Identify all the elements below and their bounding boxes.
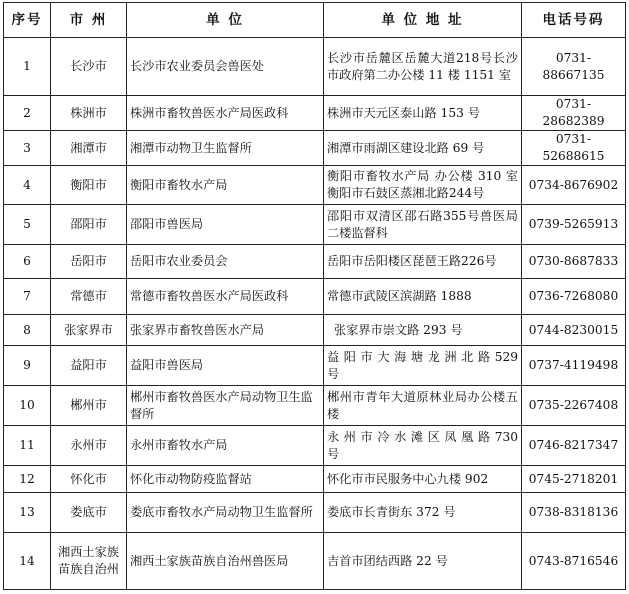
cell-city: 永州市 (51, 426, 127, 466)
table-row (4, 386, 626, 426)
cell-unit: 株洲市畜牧兽医水产局医政科 (127, 96, 324, 131)
table-row (4, 466, 626, 493)
header-phone: 电话号码 (522, 3, 626, 38)
cell-address: 张家界市崇文路 293 号 (324, 315, 522, 346)
cell-city: 郴州市 (51, 386, 127, 426)
cell-unit: 湘潭市动物卫生监督所 (127, 131, 324, 166)
cell-city: 益阳市 (51, 346, 127, 386)
table-row (4, 131, 626, 166)
cell-index: 14 (4, 533, 51, 590)
cell-city: 衡阳市 (51, 166, 127, 205)
cell-index: 6 (4, 245, 51, 279)
table-row (4, 533, 626, 590)
cell-unit: 衡阳市畜牧水产局 (127, 166, 324, 205)
cell-address: 株洲市天元区泰山路 153 号 (324, 96, 522, 131)
contact-table (3, 2, 626, 590)
cell-phone: 0739-5265913 (522, 205, 626, 245)
cell-unit: 怀化市动物防疫监督站 (127, 466, 324, 493)
header-index: 序号 (4, 3, 51, 38)
cell-index: 12 (4, 466, 51, 493)
cell-address: 怀化市市民服务中心九楼 902 (324, 466, 522, 493)
cell-unit: 娄底市畜牧水产局动物卫生监督所 (127, 493, 324, 533)
cell-unit: 长沙市农业委员会兽医处 (127, 38, 324, 96)
cell-address: 邵阳市双清区邵石路355号兽医局二楼监督科 (324, 205, 522, 245)
cell-phone: 0738-8318136 (522, 493, 626, 533)
cell-city: 湘西土家族苗族自治州 (51, 533, 127, 590)
header-address: 单 位 地 址 (324, 3, 522, 38)
cell-index: 5 (4, 205, 51, 245)
cell-address: 岳阳市岳阳楼区琵琶王路226号 (324, 245, 522, 279)
cell-address: 娄底市长青街东 372 号 (324, 493, 522, 533)
header-city: 市 州 (51, 3, 127, 38)
cell-index: 1 (4, 38, 51, 96)
cell-unit: 永州市畜牧水产局 (127, 426, 324, 466)
table-row (4, 315, 626, 346)
cell-phone: 0731-88667135 (522, 38, 626, 96)
cell-phone: 0745-2718201 (522, 466, 626, 493)
cell-index: 7 (4, 279, 51, 315)
table-body (4, 38, 626, 590)
cell-address: 常德市武陵区滨湖路 1888 (324, 279, 522, 315)
cell-index: 2 (4, 96, 51, 131)
cell-unit: 郴州市畜牧兽医水产局动物卫生监督所 (127, 386, 324, 426)
cell-city: 长沙市 (51, 38, 127, 96)
cell-index: 13 (4, 493, 51, 533)
table-row (4, 493, 626, 533)
cell-city: 娄底市 (51, 493, 127, 533)
cell-phone: 0737-4119498 (522, 346, 626, 386)
cell-city: 常德市 (51, 279, 127, 315)
cell-phone: 0730-8687833 (522, 245, 626, 279)
cell-unit: 益阳市兽医局 (127, 346, 324, 386)
cell-phone: 0736-7268080 (522, 279, 626, 315)
cell-index: 9 (4, 346, 51, 386)
cell-address: 益 阳 市 大 海 塘 龙 洲 北 路 529 号 (324, 346, 522, 386)
cell-phone: 0746-8217347 (522, 426, 626, 466)
cell-city: 湘潭市 (51, 131, 127, 166)
table-row (4, 38, 626, 96)
cell-address: 永 州 市 冷 水 滩 区 凤 凰 路 730 号 (324, 426, 522, 466)
table-row (4, 96, 626, 131)
cell-phone: 0731-52688615 (522, 131, 626, 166)
cell-address: 长沙市岳麓区岳麓大道218号长沙市政府第二办公楼 11 楼 1151 室 (324, 38, 522, 96)
cell-phone: 0743-8716546 (522, 533, 626, 590)
cell-index: 8 (4, 315, 51, 346)
cell-index: 3 (4, 131, 51, 166)
cell-phone: 0735-2267408 (522, 386, 626, 426)
cell-address: 湘潭市雨湖区建设北路 69 号 (324, 131, 522, 166)
cell-city: 邵阳市 (51, 205, 127, 245)
cell-city: 株洲市 (51, 96, 127, 131)
cell-phone: 0731-28682389 (522, 96, 626, 131)
cell-city: 张家界市 (51, 315, 127, 346)
cell-unit: 常德市畜牧兽医水产局医政科 (127, 279, 324, 315)
cell-phone: 0744-8230015 (522, 315, 626, 346)
cell-phone: 0734-8676902 (522, 166, 626, 205)
cell-unit: 张家界市畜牧兽医水产局 (127, 315, 324, 346)
cell-address: 衡阳市畜牧水产局 办公楼 310 室衡阳市石鼓区蒸湘北路244号 (324, 166, 522, 205)
cell-address: 吉首市团结西路 22 号 (324, 533, 522, 590)
table-row (4, 346, 626, 386)
cell-address: 郴州市青年大道原林业局办公楼五楼 (324, 386, 522, 426)
table-row (4, 166, 626, 205)
cell-unit: 岳阳市农业委员会 (127, 245, 324, 279)
header-unit: 单 位 (127, 3, 324, 38)
cell-city: 怀化市 (51, 466, 127, 493)
header-row (4, 3, 626, 38)
table-row (4, 205, 626, 245)
table-row (4, 426, 626, 466)
cell-index: 11 (4, 426, 51, 466)
cell-index: 4 (4, 166, 51, 205)
cell-unit: 邵阳市兽医局 (127, 205, 324, 245)
cell-unit: 湘西土家族苗族自治州兽医局 (127, 533, 324, 590)
table-row (4, 245, 626, 279)
table-row (4, 279, 626, 315)
cell-index: 10 (4, 386, 51, 426)
cell-city: 岳阳市 (51, 245, 127, 279)
